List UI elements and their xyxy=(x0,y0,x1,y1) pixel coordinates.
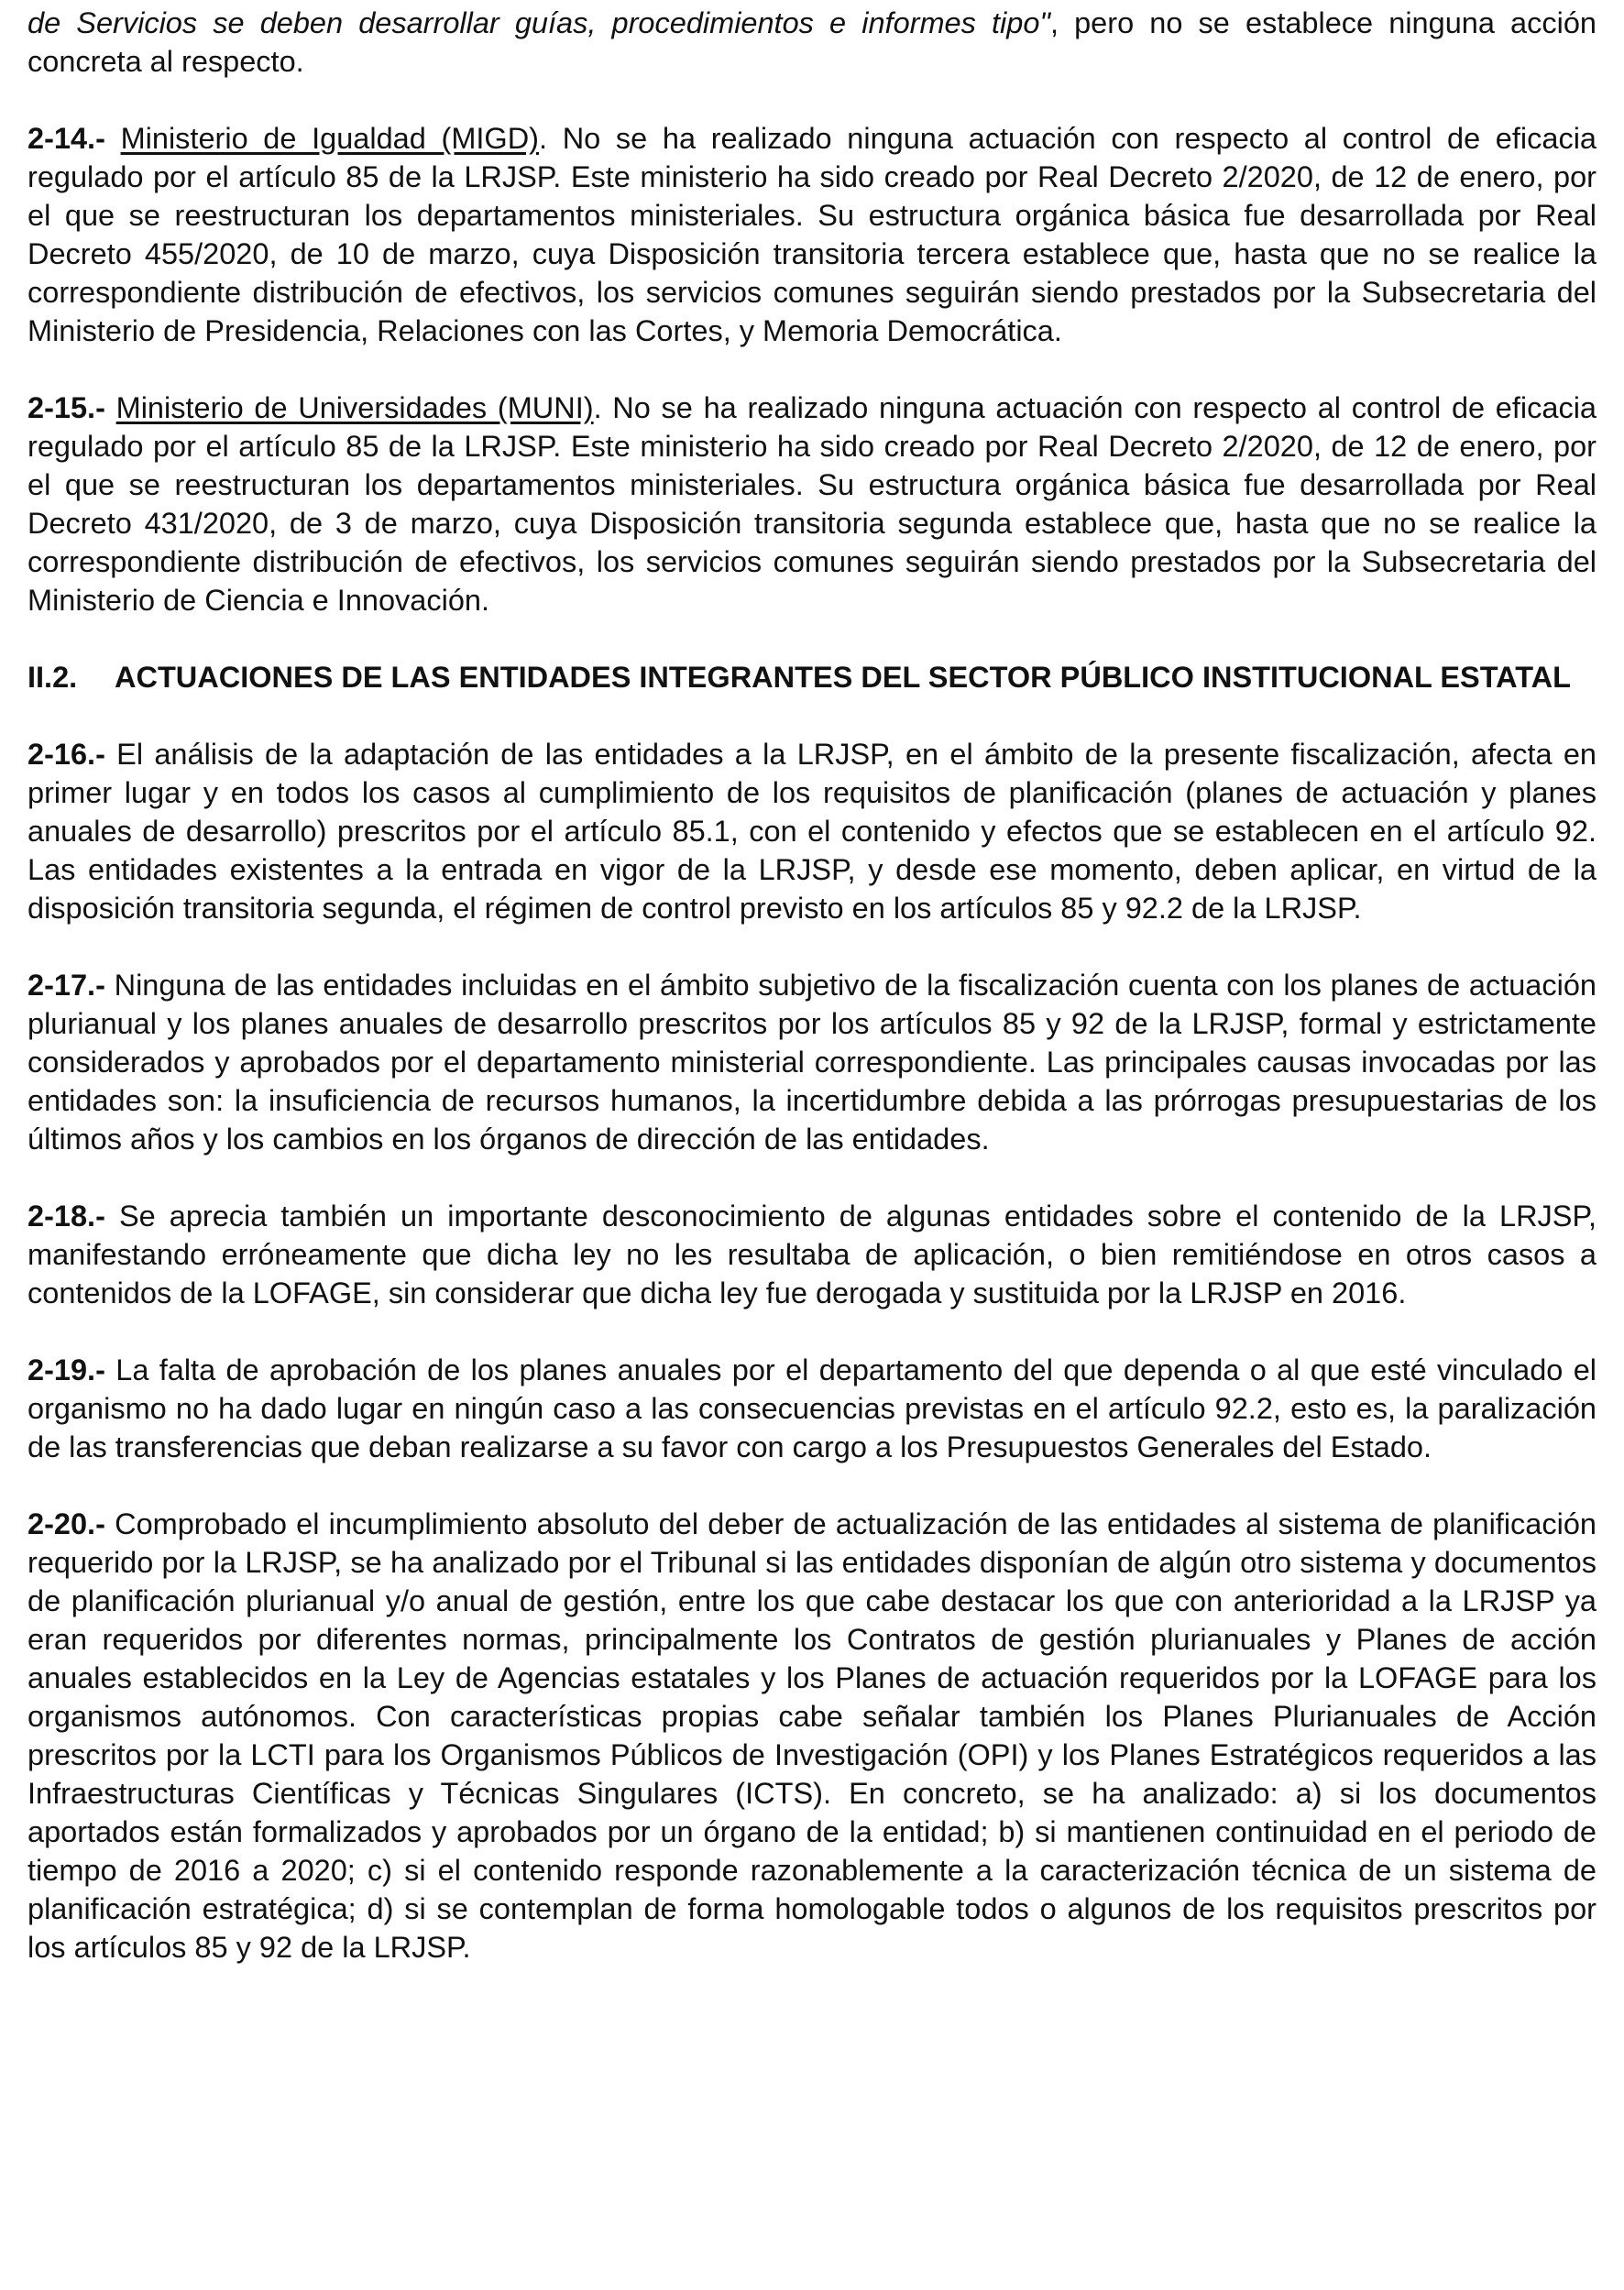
paragraph-text: Se aprecia también un importante desconocimiento de algunas entidades sobre el contenido de la LRJSP, manifestando erróneamente que dicha ley no les resultaba de aplicación, o bien remitiéndose en otros casos a contenidos de la LOFAGE, sin considerar que dicha ley fue derogada y sustituida por la LRJSP en 2016. xyxy=(27,1200,1597,1309)
section-heading xyxy=(27,658,1597,696)
paragraph-2-15 xyxy=(27,389,1597,619)
ministry-name-migd: Ministerio de Igualdad (MIGD) xyxy=(120,122,539,155)
paragraph-number: 2-19.- xyxy=(27,1353,105,1386)
paragraph-number: 2-18.- xyxy=(27,1200,105,1233)
paragraph-number: 2-16.- xyxy=(27,738,105,771)
section-title: ACTUACIONES DE LAS ENTIDADES INTEGRANTES DEL SECTOR PÚBLICO INSTITUCIONAL ESTATAL xyxy=(115,661,1571,694)
ministry-name-muni: Ministerio de Universidades (MUNI) xyxy=(115,391,594,424)
paragraph-text: . No se ha realizado ninguna actuación con respecto al control de eficacia regulado por el artículo 85 de la LRJSP. Este ministerio ha sido creado por Real Decreto 2/2020, de 12 de enero, por el que se reestructuran los departamentos ministeriales. Su estructura orgánica básica fue desarrollada por Real Decreto 431/2020, de 3 de marzo, cuya Disposición transitoria segunda establece que, hasta que no se realice la correspondiente distribución de efectivos, los servicios comunes seguirán siendo prestados por la Subsecretaria del Ministerio de Ciencia e Innovación. xyxy=(27,391,1597,617)
paragraph-number: 2-15.- xyxy=(27,391,105,424)
paragraph-text: El análisis de la adaptación de las entidades a la LRJSP, en el ámbito de la presente fiscalización, afecta en primer lugar y en todos los casos al cumplimiento de los requisitos de planificación (planes de actuación y planes anuales de desarrollo) prescritos por el artículo 85.1, con el contenido y efectos que se establecen en el artículo 92. Las entidades existentes a la entrada en vigor de la LRJSP, y desde ese momento, deben aplicar, en virtud de la disposición transitoria segunda, el régimen de control previsto en los artículos 85 y 92.2 de la LRJSP. xyxy=(27,738,1597,925)
paragraph-number: 2-17.- xyxy=(27,969,105,1002)
paragraph-text: Ninguna de las entidades incluidas en el ámbito subjetivo de la fiscalización cuenta con los planes de actuación plurianual y los planes anuales de desarrollo prescritos por los artículos 85 y 92 de la LRJSP, formal y estrictamente considerados y aprobados por el departamento ministerial correspondiente. Las principales causas invocadas por las entidades son: la insuficiencia de recursos humanos, la incertidumbre debida a las prórrogas presupuestarias de los últimos años y los cambios en los órganos de dirección de las entidades. xyxy=(27,969,1597,1156)
paragraph-text: . No se ha realizado ninguna actuación con respecto al control de eficacia regulado por el artículo 85 de la LRJSP. Este ministerio ha sido creado por Real Decreto 2/2020, de 12 de enero, por el que se reestructuran los departamentos ministeriales. Su estructura orgánica básica fue desarrollada por Real Decreto 455/2020, de 10 de marzo, cuya Disposición transitoria tercera establece que, hasta que no se realice la correspondiente distribución de efectivos, los servicios comunes seguirán siendo prestados por la Subsecretaria del Ministerio de Presidencia, Relaciones con las Cortes, y Memoria Democrática. xyxy=(27,122,1597,347)
paragraph-2-19 xyxy=(27,1351,1597,1466)
paragraph-text: Comprobado el incumplimiento absoluto del deber de actualización de las entidades al sistema de planificación requerido por la LRJSP, se ha analizado por el Tribunal si las entidades disponían de algún otro sistema y documentos de planificación plurianual y/o anual de gestión, entre los que cabe destacar los que con anterioridad a la LRJSP ya eran requeridos por diferentes normas, principalmente los Contratos de gestión plurianuales y Planes de acción anuales establecidos en la Ley de Agencias estatales y los Planes de actuación requeridos por la LOFAGE para los organismos autónomos. Con características propias cabe señalar también los Planes Plurianuales de Acción prescritos por la LCTI para los Organismos Públicos de Investigación (OPI) y los Planes Estratégicos requeridos a las Infraestructuras Científicas y Técnicas Singulares (ICTS). En concreto, se ha analizado: a) si los documentos aportados están formalizados y aprobados por un órgano de la entidad; b) si mantienen continuidad en el periodo de tiempo de 2016 a 2020; c) si el contenido responde razonablemente a la caracterización técnica de un sistema de planificación estratégica; d) si se contemplan de forma homologable todos o algunos de los requisitos prescritos por los artículos 85 y 92 de la LRJSP. xyxy=(27,1507,1597,1964)
paragraph-number: 2-14.- xyxy=(27,122,105,155)
intro-paragraph xyxy=(27,4,1597,81)
section-number: II.2. xyxy=(27,661,78,694)
paragraph-2-20 xyxy=(27,1505,1597,1967)
paragraph-2-18 xyxy=(27,1197,1597,1312)
paragraph-2-16 xyxy=(27,735,1597,927)
intro-italic-text: de Servicios se deben desarrollar guías, procedimientos e informes tipo" xyxy=(27,6,1050,39)
paragraph-text: La falta de aprobación de los planes anuales por el departamento del que dependa o al que esté vinculado el organismo no ha dado lugar en ningún caso a las consecuencias previstas en el artículo 92.2, esto es, la paralización de las transferencias que deban realizarse a su favor con cargo a los Presupuestos Generales del Estado. xyxy=(27,1353,1597,1463)
paragraph-2-17 xyxy=(27,966,1597,1158)
paragraph-2-14 xyxy=(27,119,1597,350)
intro-text: , pero no se establece ninguna acción concreta al respecto. xyxy=(27,6,1597,78)
document-page xyxy=(0,4,1624,2290)
paragraph-number: 2-20.- xyxy=(27,1507,105,1540)
